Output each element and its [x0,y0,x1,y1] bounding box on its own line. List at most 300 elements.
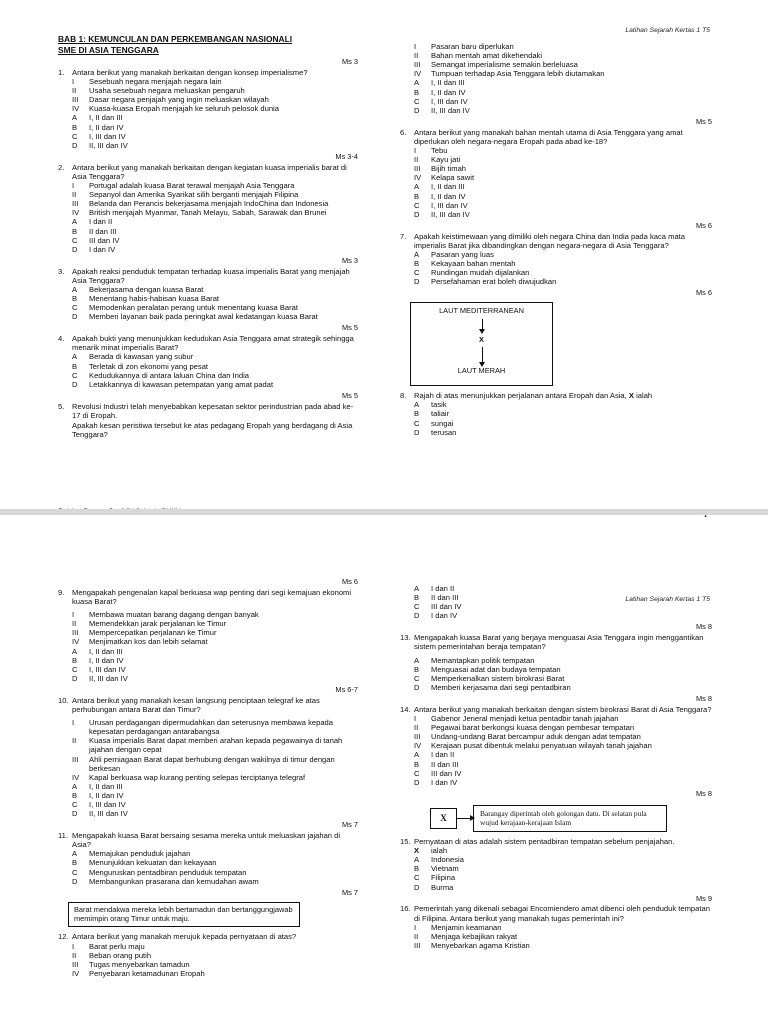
option-label: B [72,226,78,236]
option-label: B [414,664,420,674]
arrow-right-icon [457,818,473,819]
option-text: Menunjukkan kekuatan dan kekayaan [89,858,217,868]
option-text: I, II dan IV [89,655,124,665]
item-label: I [72,180,75,190]
option-text: Burma [431,882,454,892]
option-label: C [72,370,78,380]
q7-option-4 [400,277,712,286]
marks-reference: Ms 8 [695,693,712,703]
q2-item-4 [58,208,358,217]
question-15-ms: Ms 8 [695,788,712,798]
option-label: B [414,593,420,603]
exam-page-2 [0,512,768,1024]
q16-item-1 [400,923,712,932]
option-text: Menguasai adat dan budaya tempatan [431,664,561,674]
question-stem [58,267,358,285]
item-label: IV [72,968,80,978]
item-text: Tumpuan terhadap Asia Tenggara lebih diutamakan [431,69,605,79]
option-text: I, II dan III [431,78,465,88]
marks-reference: Ms 5 [341,390,358,400]
marks-reference: Ms 5 [341,323,358,333]
q9-option-4 [58,674,358,683]
option-text: Membangunkan prasarana dan kemudahan awam [89,876,259,886]
option-label: D [414,209,420,219]
q6-item-1 [400,146,712,155]
option-label: D [72,379,78,389]
option-label: C [72,303,78,313]
option-text: II, III dan IV [431,209,470,219]
question-text: Antara berikut yang manakah berkaitan dengan sistem birokrasi Barat di Asia Tenggara? [414,704,712,714]
option-label: C [414,96,420,106]
q12-option-1 [400,584,712,593]
option-label: A [414,655,420,665]
item-text: Undang-undang Barat bercampur aduk dengan adat tempatan [431,732,641,742]
q14-item-2 [400,723,712,732]
item-label: IV [414,741,422,751]
right-column-page-1 [400,42,712,437]
item-label: II [72,86,77,96]
question-text: Mengapakah pengenalan kapal berkuasa wap penting dari segi kemajuan ekonomi kuasa Barat? [72,587,352,606]
question-13 [400,623,712,692]
q13-option-4 [400,683,712,692]
option-label: B [72,790,78,800]
question-number: 1. [58,67,65,77]
option-text: III dan IV [89,235,120,245]
item-text: Membawa muatan barang dagang dengan banyak [89,610,259,620]
option-label: D [72,244,78,254]
item-text: Sepanyol dan Amerika Syarikat silih berganti menjajah Filipina [89,190,299,200]
q10-option-1 [58,782,358,791]
option-label: A [72,284,78,294]
option-text: Memajukan penduduk jajahan [89,849,191,859]
q11-option-4 [58,877,358,886]
option-text: I, II dan III [89,113,123,123]
question-15-stem: 15. Pernyataan di atas adalah sistem pentadbiran tempatan sebelum penjajahan. [400,836,675,846]
option-text: II dan III [89,226,117,236]
question-stem [400,904,712,922]
q12-option-3 [400,602,712,611]
option-text: Rundingan mudah dijalankan [431,268,530,278]
question-12-ms: Ms 7 [341,887,358,897]
option-text: Berada di kawasan yang subur [89,352,194,362]
x-box: X [430,808,457,829]
q6-option-2 [400,192,712,201]
option-text: II, III dan IV [89,809,128,819]
q1-item-2 [58,86,358,95]
item-label: II [414,51,419,61]
item-text: Tebu [431,145,448,155]
option-text: Menentang habis-habisan kuasa Barat [89,294,220,304]
q14-option-2 [400,760,712,769]
q1-item-3 [58,95,358,104]
question-text: Antara berikut yang manakah bahan mentah utama di Asia Tenggara yang amat diperlukan oleh negara-negara Eropah pada abad ke-18? [414,127,683,146]
item-label: III [72,95,79,105]
q6-item-2 [400,155,712,164]
question-number: 7. [400,231,407,241]
question-12 [58,932,358,978]
q11-option-3 [58,868,358,877]
q8-option-1 [400,400,712,409]
option-label: D [72,312,78,322]
option-label: D [72,673,78,683]
question-8-options [400,400,712,436]
item-label: I [72,941,75,951]
option-label: C [72,800,78,810]
marks-reference: Ms 6 [341,577,358,586]
q15-option-3 [400,873,712,882]
item-label: I [414,713,417,723]
question-14 [400,695,712,787]
item-text: Beban orang putih [89,950,152,960]
option-label: D [414,682,420,692]
q3-option-3 [58,303,358,312]
q10-item-2 [58,736,358,754]
option-label: A [72,646,78,656]
q10-item-1 [58,718,358,736]
item-label: III [414,940,421,950]
q14-item-3 [400,732,712,741]
option-text: Bekerjasama dengan kuasa Barat [89,284,204,294]
item-text: Menyebarkan agama Kristian [431,940,530,950]
q4-option-4 [58,380,358,389]
q5-item-2 [400,51,712,60]
question-5 [58,392,358,439]
option-label: A [414,584,420,593]
statement-box-q12: Barat mendakwa mereka lebih bertamadun dan bertanggungjawab memimpin orang Timur untuk maju. [68,902,300,928]
q9-option-2 [58,656,358,665]
question-text: Antara berikut yang manakah berkaitan dengan konsep imperialisme? [72,67,308,77]
question-text: Antara berikut yang manakah kesan langsung penciptaan telegraf ke atas perhubungan antara Barat dan Timur? [72,695,320,714]
q12-item-1 [58,942,358,951]
option-label: C [414,418,420,428]
item-text: Kerajaan pusat dibentuk melalui penyatuan wilayah tanah jajahan [431,741,652,751]
option-label: B [72,122,78,132]
q10-item-3 [58,755,358,773]
question-5-continued [400,42,712,115]
item-text: Kayu jati [431,155,461,165]
statement-diagram-q15 [430,805,712,832]
option-label: C [72,867,78,877]
option-label: B [414,259,420,269]
q10-option-4 [58,809,358,818]
option-text: Terletak di zon ekonomi yang pesat [89,361,209,371]
item-text: Memendekkan jarak perjalanan ke Timur [89,619,227,629]
q14-item-4 [400,741,712,750]
diagram-top-label: LAUT MEDITERRANEAN [439,306,524,316]
q14-option-1 [400,750,712,759]
q6-item-3 [400,164,712,173]
option-text: Memberi kerjasama dari segi pentadbiran [431,682,571,692]
marks-reference: Ms 6-7 [335,684,358,694]
question-15-x-line: X ialah [414,846,448,856]
option-label: D [72,876,78,886]
option-text: I, III dan IV [89,664,126,674]
question-stem [58,696,358,714]
item-text: Kuasa imperialis Barat dapat memberi arahan kepada pegawainya di tanah jajahan dengan cepat [89,736,343,755]
option-label: C [414,673,420,683]
option-text: Persefahaman erat boleh diwujudkan [431,277,557,287]
item-label: III [72,199,79,209]
item-label: III [414,164,421,174]
q5-item-3 [400,60,712,69]
option-text: tasik [431,400,447,410]
marks-reference: Ms 9 [695,893,712,903]
question-number: 3. [58,266,65,276]
q12-item-4 [58,969,358,978]
question-number: 6. [400,127,407,137]
item-label: III [72,754,79,764]
item-text: Dasar negara penjajah yang ingin meluaskan wilayah [89,95,269,105]
item-label: II [72,950,77,960]
q11-option-2 [58,858,358,867]
question-text: Revolusi Industri telah menyebabkan kepesatan sektor perindustrian pada abad ke-17 di Eropah. [72,401,354,420]
q2-option-4 [58,245,358,254]
q5-item-1 [400,42,712,51]
option-text: Kedudukannya di antara laluan China dan India [89,370,250,380]
item-text: Penyebaran ketamadunan Eropah [89,968,205,978]
item-text: Ahli perniagaan Barat dapat berhubung dengan wakilnya di timur dengan berkesan [89,754,335,773]
option-label: A [72,781,78,791]
question-stem [58,588,358,606]
option-text: I, II dan III [89,646,123,656]
option-label: B [72,294,78,304]
item-text: Portugal adalah kuasa Barat terawal menjajah Asia Tenggara [89,180,295,190]
q8-option-2 [400,409,712,418]
question-stem [58,932,358,941]
question-text: Pemerintah yang dikenali sebagai Encomiendero amat dibenci oleh penduduk tempatan di Filipina. Antara berikut yang manakah tugas pemerintah ini? [414,904,710,923]
question-stem [400,633,712,651]
chapter-title: BAB 1: KEMUNCULAN DAN PERKEMBANGAN NASIONALI SME DI ASIA TENGGARA [58,34,293,55]
option-text: I, II dan IV [431,87,466,97]
q12-item-2 [58,951,358,960]
diagram-x-label: X [479,335,484,345]
option-label: D [414,105,420,115]
question-2 [58,153,358,254]
item-text: Kelapa sawit [431,173,475,183]
q15-option-1 [400,855,712,864]
q12-option-4 [400,611,712,620]
question-16 [400,895,712,950]
option-text: Vietnam [431,864,459,874]
option-text: I dan IV [431,777,458,787]
item-label: III [414,60,421,70]
option-text: I dan II [431,584,455,593]
q2-option-1 [58,217,358,226]
item-label: III [414,732,421,742]
item-text: Kapal berkuasa wap kurang penting selepas terciptanya telegraf [89,772,306,782]
q7-option-3 [400,268,712,277]
option-label: C [414,768,420,778]
q4-option-2 [58,362,358,371]
option-label: A [72,217,78,227]
option-text: I dan IV [431,611,458,621]
marks-reference: Ms 3 [341,255,358,265]
option-label: C [72,664,78,674]
q9-item-3 [58,628,358,637]
page-header-2: Latihan Sejarah Kertas 1 T5 [625,596,710,603]
question-number: 9. [58,587,65,597]
item-text: Barat perlu maju [89,941,145,951]
q9-item-1 [58,610,358,619]
item-label: I [414,42,417,51]
item-label: III [72,959,79,969]
option-label: D [414,277,420,287]
q3-option-2 [58,294,358,303]
option-label: B [72,361,78,371]
option-label: B [414,759,420,769]
left-column-page-1 [58,34,358,439]
question-number: 12. [58,932,69,942]
question-stem-2 [58,421,358,439]
option-text: I dan IV [89,244,116,254]
item-text: Kuasa-kuasa Eropah menjajah ke seluruh pelosok dunia [89,104,279,114]
item-label: II [414,155,419,165]
option-text: III dan IV [431,768,462,778]
question-stem [58,163,358,181]
option-text: I, II dan IV [89,790,124,800]
item-text: British menjajah Myanmar, Tanah Melayu, Sabah, Sarawak dan Brunei [89,208,327,218]
item-label: III [72,628,79,638]
option-label: C [72,131,78,141]
diagram-bottom-label: LAUT MERAH [457,366,506,376]
q10-option-3 [58,800,358,809]
q6-item-4 [400,173,712,182]
question-stem [58,831,358,849]
q5-option-2 [400,88,712,97]
option-text: I, III dan IV [431,200,468,210]
item-label: IV [72,208,80,218]
q14-option-4 [400,778,712,787]
option-text: II, III dan IV [89,673,128,683]
option-text: I, III dan IV [89,131,126,141]
question-11 [58,821,358,886]
question-number: 16. [400,904,411,914]
marks-reference: Ms 6 [695,220,712,230]
option-text: Memodenkan peralatan perang untuk menentang kuasa Barat [89,303,298,313]
item-label: II [414,723,419,733]
item-text: Usaha sesebuah negara meluaskan pengaruh [89,86,245,96]
question-text: Mengapakah kuasa Barat bersaing sesama mereka untuk meluaskan jajahan di Asia? [72,831,341,850]
option-label: D [414,882,420,892]
option-text: I, II dan IV [89,122,124,132]
option-label: D [414,427,420,437]
item-text: Semangat imperialisme semakin berleluasa [431,60,578,70]
item-text: Menjaga kebajikan rakyat [431,931,518,941]
option-text: terusan [431,427,457,437]
option-text: Memberi layanan baik pada peringkat awal kedatangan kuasa Barat [89,312,318,322]
option-text: Pasaran yang luas [431,249,494,259]
q7-option-2 [400,259,712,268]
q12-option-2 [400,593,712,602]
question-9 [58,578,358,683]
page-header: Latihan Sejarah Kertas 1 T5 [625,27,710,34]
option-text: taliair [431,409,450,419]
item-text: Urusan perdagangan dipermudahkan dan seterusnya membawa kepada kepesatan perdagangan antarabangsa [89,718,334,737]
q13-option-2 [400,665,712,674]
item-text: Pasaran baru diperlukan [431,42,514,51]
option-text: Memperkenalkan sistem birokrasi Barat [431,673,565,683]
question-number: 2. [58,162,65,172]
item-text: Mempercepatkan perjalanan ke Timur [89,628,217,638]
item-text: Menjamin keamanan [431,922,502,932]
item-text: Tugas menyebarkan tamadun [89,959,190,969]
q1-option-2 [58,123,358,132]
option-label: A [72,849,78,859]
marks-reference: Ms 8 [695,622,712,632]
q5-option-1 [400,78,712,87]
question-stem [400,705,712,714]
q5-option-4 [400,106,712,115]
option-text: II, III dan IV [89,140,128,150]
item-text: Belanda dan Perancis bekerjasama menjajah IndoChina dan Indonesia [89,199,329,209]
item-label: IV [72,637,80,647]
q8-option-4 [400,428,712,437]
option-label: D [72,140,78,150]
option-text: Kekayaan bahan mentah [431,259,516,269]
option-label: D [414,777,420,787]
option-text: Menguruskan pentadbiran penduduk tempatan [89,867,247,877]
q2-option-3 [58,236,358,245]
q5-option-3 [400,97,712,106]
question-text: Antara berikut yang manakah berkaitan dengan kegiatan kuasa imperialis barat di Asia Tenggara? [72,162,347,181]
q2-item-2 [58,190,358,199]
item-label: I [414,145,417,155]
item-label: IV [72,772,80,782]
q5-item-4 [400,69,712,78]
question-1 [58,58,358,150]
q1-item-1 [58,77,358,86]
q15-option-4 [400,883,712,892]
question-10 [58,686,358,818]
q16-item-2 [400,932,712,941]
q1-option-1 [58,113,358,122]
option-label: A [414,400,420,410]
question-8-ms: Ms 6 [695,288,712,298]
question-text-2: Apakah kesan peristiwa tersebut ke atas pedagang Eropah yang berdagang di Asia Tenggara? [72,420,353,440]
q15-option-2 [400,864,712,873]
right-column-page-2 [400,584,712,950]
item-text: Bahan mentah amat dikehendaki [431,51,543,61]
question-stem [58,402,358,420]
item-text: Menjimatkan kos dan lebih selamat [89,637,208,647]
question-3 [58,257,358,322]
question-stem [400,128,712,146]
option-text: II, III dan IV [431,105,470,115]
marks-reference: Ms 3-4 [335,151,358,161]
option-label: D [72,809,78,819]
option-text: I dan II [431,750,455,760]
option-text: Filipina [431,873,456,883]
question-text: Apakah keistimewaan yang dimiliki oleh negara China dan India pada kaca mata imperialis Barat jika dibandingkan dengan negara-negara di Asia Tenggara? [414,231,686,250]
q14-item-1 [400,714,712,723]
option-label: D [414,611,420,621]
q6-option-4 [400,210,712,219]
option-text: I, II dan III [89,781,123,791]
q7-option-1 [400,250,712,259]
item-label: I [72,718,75,728]
option-label: A [72,113,78,123]
question-4 [58,324,358,389]
q11-option-1 [58,849,358,858]
item-label: I [72,76,75,86]
question-number: 13. [400,633,411,643]
q1-option-4 [58,141,358,150]
question-number: 11. [58,831,68,841]
question-6 [400,118,712,219]
q3-option-1 [58,285,358,294]
q4-option-3 [58,371,358,380]
item-label: II [72,736,77,746]
